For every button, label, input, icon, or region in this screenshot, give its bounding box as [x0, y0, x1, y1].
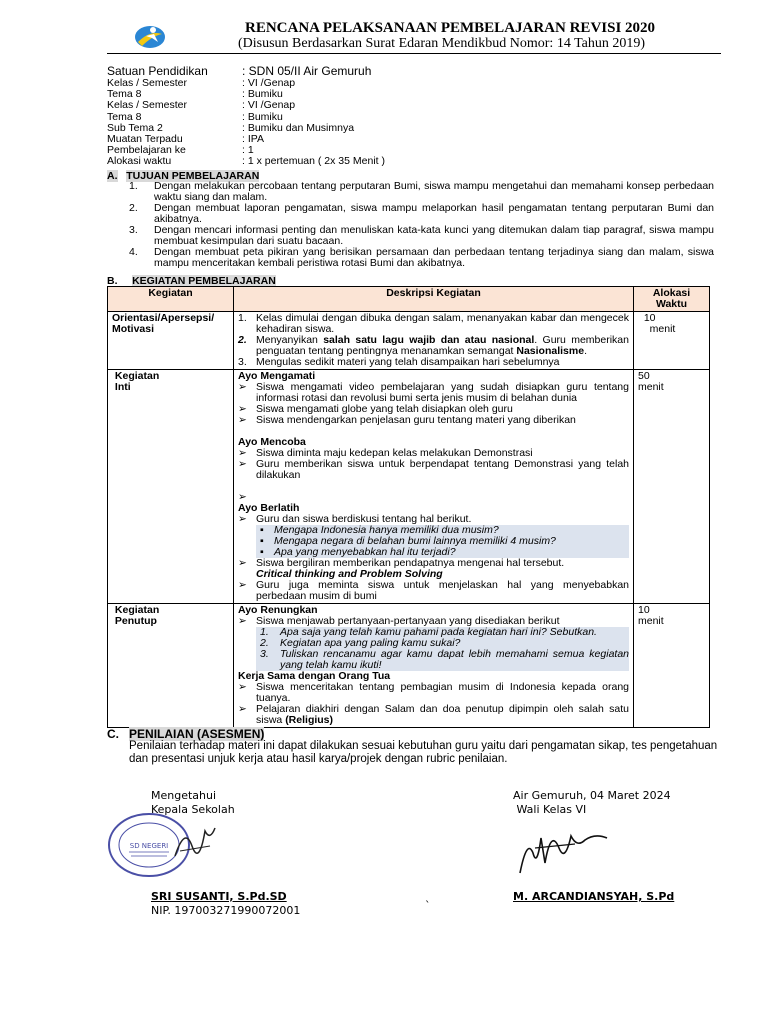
activity-name	[108, 370, 234, 604]
tut-wuri-logo-icon	[132, 22, 168, 50]
teacher-signature-icon	[515, 818, 615, 881]
section-b-title: KEGIATAN PEMBELAJARAN	[132, 275, 276, 287]
list-item	[238, 558, 629, 580]
square-bullet-icon: ▪	[260, 535, 264, 547]
identity-key: Tema 8	[107, 110, 142, 123]
arrow-bullet-icon: ➢	[238, 615, 247, 627]
time-unit: menit	[638, 615, 664, 627]
arrow-bullet-icon: ➢	[238, 703, 247, 715]
list-item	[238, 459, 629, 481]
activity-name-line: Penutup	[114, 615, 157, 627]
sign-left-line2: Kepala Sekolah	[151, 803, 235, 816]
objective-text: Dengan mencari informasi penting dan menuliskan kata-kata kunci yang ditemukan dalam tiap paragraf, siswa mampu membuat kesimpulan dari suatu bacaan.	[154, 224, 714, 247]
objective-text: Dengan membuat laporan pengamatan, siswa mampu melaporkan hasil pengamatan tentang perputaran Bumi dan akibatnya.	[154, 202, 714, 225]
arrow-bullet-icon: ➢	[238, 557, 247, 569]
objective-item	[107, 203, 714, 225]
activity-name-line: Inti	[114, 381, 131, 393]
list-item	[238, 704, 629, 726]
col-header-deskripsi: Deskripsi Kegiatan	[234, 287, 634, 312]
square-bullet-icon: ▪	[260, 546, 264, 558]
reflection-number: 3.	[260, 648, 269, 660]
item-text: Mengulas sedikit materi yang telah disampaikan hari sebelumnya	[256, 356, 560, 368]
principal-nip: NIP. 197003271990072001	[151, 904, 301, 917]
item-text: Siswa mengamati video pembelajaran yang sudah disiapkan guru tentang informasi rotasi dan revolusi bumi serta jenis musim di belahan dunia	[256, 381, 629, 404]
list-item	[238, 357, 629, 368]
text-span: . Guru memberikan penguatan tentang pentingnya menanamkan semangat	[256, 334, 629, 357]
list-item	[238, 580, 629, 602]
item-text: Siswa mendengarkan penjelasan guru tentang materi yang diberikan	[256, 414, 576, 426]
reflection-number: 2.	[260, 637, 269, 649]
subheading-kerjasama: Kerja Sama dengan Orang Tua	[238, 670, 391, 682]
question-text: Apa yang menyebabkan hal itu terjadi?	[274, 546, 456, 558]
document-subtitle: (Disusun Berdasarkan Surat Edaran Mendikbud Nomor: 14 Tahun 2019)	[238, 36, 646, 51]
objective-number: 2.	[129, 202, 138, 214]
subheading-berlatih: Ayo Berlatih	[238, 502, 300, 514]
identity-value: : VI /Genap	[242, 77, 296, 89]
identity-key: Kelas / Semester	[107, 77, 187, 89]
arrow-bullet-icon: ➢	[238, 447, 247, 459]
stray-tick-mark: `	[425, 899, 431, 912]
list-item	[238, 335, 629, 357]
time-unit: menit	[649, 323, 676, 335]
identity-value: : Bumiku	[242, 110, 283, 123]
objective-number: 3.	[129, 224, 138, 236]
identity-key: Kelas / Semester	[107, 99, 187, 112]
table-row	[108, 370, 710, 604]
text-span: .	[584, 345, 587, 357]
identity-value: : 1 x pertemuan ( 2x 35 Menit )	[242, 155, 385, 168]
item-text: Siswa menceritakan tentang pembagian musim di Indonesia kepada orang tuanya.	[256, 681, 629, 704]
section-a-title: TUJUAN PEMBELAJARAN	[126, 170, 260, 182]
identity-value: : Bumiku	[242, 88, 283, 101]
identity-key: Muatan Terpadu	[107, 133, 183, 146]
text-span: Menyanyikan	[256, 334, 324, 346]
objectives-list	[107, 181, 714, 269]
text-span: Pelajaran diakhiri dengan Salam dan doa penutup dipimpin oleh salah satu siswa	[256, 703, 629, 726]
identity-key: Alokasi waktu	[107, 155, 172, 168]
item-text	[256, 558, 629, 580]
list-item	[238, 682, 629, 704]
reflection-text: Apa saja yang telah kamu pahami pada kegiatan hari ini? Sebutkan.	[280, 626, 597, 638]
identity-value: : Bumiku dan Musimnya	[242, 121, 355, 134]
subheading-mengamati: Ayo Mengamati	[238, 370, 316, 382]
item-text: Kelas dimulai dengan dibuka dengan salam, menanyakan kabar dan mengecek kehadiran siswa.	[256, 312, 629, 335]
item-number: 1.	[238, 312, 247, 324]
arrow-bullet-icon: ➢	[238, 513, 247, 525]
identity-row	[107, 156, 385, 167]
section-b-label: B.	[107, 275, 118, 287]
subheading-mencoba: Ayo Mencoba	[238, 436, 306, 448]
col-header-kegiatan: Kegiatan	[108, 287, 234, 312]
text-span-bold: (Religius)	[285, 714, 334, 726]
square-bullet-icon: ▪	[260, 524, 264, 536]
text-span-bold-italic: Critical thinking and Problem Solving	[256, 568, 443, 580]
objective-text: Dengan melakukan percobaan tentang perputaran Bumi, siswa mampu mengetahui dan memahami konsep perbedaan waktu siang dan malam.	[154, 180, 714, 203]
item-text: Siswa diminta maju kedepan kelas melakukan Demonstrasi	[256, 447, 533, 459]
activity-description	[234, 370, 634, 604]
activity-description	[234, 604, 634, 728]
identity-key: Tema 8	[107, 88, 142, 101]
arrow-bullet-icon: ➢	[238, 681, 247, 693]
sign-left-line1: Mengetahui	[151, 789, 217, 802]
reflection-text: Kegiatan apa yang paling kamu sukai?	[280, 637, 461, 649]
identity-key: Pembelajaran ke	[107, 144, 186, 157]
identity-key: Sub Tema 2	[107, 121, 163, 134]
sign-right-line2: Wali Kelas VI	[513, 803, 587, 816]
item-text: Siswa menjawab pertanyaan-pertanyaan yang disediakan berikut	[256, 615, 560, 627]
reflection-number: 1.	[260, 626, 269, 638]
item-text: Guru juga meminta siswa untuk menjelaskan hal yang menyebabkan perbedaan musim di bumi	[256, 579, 629, 602]
activity-name: Orientasi/Apersepsi/ Motivasi	[108, 312, 234, 370]
arrow-bullet-icon: ➢	[238, 458, 247, 470]
arrow-bullet-icon: ➢	[238, 579, 247, 591]
objective-number: 4.	[129, 246, 138, 258]
section-c-label: C.	[107, 727, 119, 741]
table-row	[108, 312, 710, 370]
assessment-text: Penilaian terhadap materi ini dapat dilakukan sesuai kebutuhan guru yaitu dari pengamatan sikap, tes pengetahuan dan presentasi unjuk kerja atau hasil karya/projek dengan rubric penilaian.	[129, 740, 718, 765]
principal-name: SRI SUSANTI, S.Pd.SD	[151, 890, 287, 903]
section-c-title: PENILAIAN (ASESMEN)	[129, 727, 265, 741]
arrow-bullet-icon: ➢	[238, 491, 247, 503]
activity-name	[108, 604, 234, 728]
activity-name-line: Kegiatan	[114, 370, 160, 382]
identity-value: : SDN 05/II Air Gemuruh	[242, 64, 372, 78]
activity-name-line: Kegiatan	[114, 604, 160, 616]
item-text: Guru dan siswa berdiskusi tentang hal berikut.	[256, 513, 472, 525]
teacher-name: M. ARCANDIANSYAH, S.Pd	[513, 890, 675, 903]
question-text: Mengapa negara di belahan bumi lainnya memiliki 4 musim?	[274, 535, 556, 547]
activity-time	[634, 370, 710, 604]
identity-key: Satuan Pendidikan	[107, 64, 208, 78]
list-item	[238, 313, 629, 335]
question-box	[256, 525, 629, 558]
identity-value: : IPA	[242, 133, 264, 146]
sign-right-line1: Air Gemuruh, 04 Maret 2024	[513, 789, 671, 802]
list-item	[238, 382, 629, 404]
item-text: Siswa mengamati globe yang telah disiapkan oleh guru	[256, 403, 513, 415]
section-a-label: A.	[107, 170, 118, 182]
reflection-box	[256, 627, 629, 671]
time-value: 10	[638, 604, 650, 616]
reflection-item	[256, 649, 629, 671]
identity-value: : 1	[242, 144, 254, 157]
objective-item	[107, 181, 714, 203]
objective-text: Dengan membuat peta pikiran yang berisikan persamaan dan perbedaan tentang terjadinya siang dan malam, siswa mampu menceritakan kembali peristiwa rotasi Bumi dan akibatnya.	[154, 246, 714, 269]
time-unit: menit	[638, 381, 664, 393]
time-value: 10	[643, 312, 656, 324]
question-text: Mengapa Indonesia hanya memiliki dua musim?	[274, 524, 499, 536]
activities-table	[107, 286, 710, 728]
text-span-bold: salah satu lagu wajib dan atau nasional	[323, 334, 535, 346]
activity-description	[234, 312, 634, 370]
objective-item	[107, 225, 714, 247]
arrow-bullet-icon: ➢	[238, 414, 247, 426]
subheading-renungkan: Ayo Renungkan	[238, 604, 318, 616]
text-span-bold: Nasionalisme	[516, 345, 585, 357]
identity-block	[107, 65, 385, 168]
table-header-row	[108, 287, 710, 312]
time-value: 50	[638, 370, 650, 382]
item-number: 3.	[238, 356, 247, 368]
objective-item	[107, 247, 714, 269]
item-text: Guru memberikan siswa untuk berpendapat tentang Demonstrasi yang telah dilakukan	[256, 458, 629, 481]
arrow-bullet-icon: ➢	[238, 381, 247, 393]
section-c-heading	[107, 727, 264, 741]
identity-row	[107, 100, 385, 111]
stamp-text: SD NEGERI	[129, 842, 169, 850]
col-header-alokasi: Alokasi Waktu	[634, 287, 710, 312]
activity-time	[634, 312, 710, 370]
spacer	[238, 481, 629, 492]
arrow-bullet-icon: ➢	[238, 403, 247, 415]
activity-time	[634, 604, 710, 728]
header-divider	[107, 53, 721, 54]
item-text	[256, 704, 629, 726]
table-row	[108, 604, 710, 728]
objective-number: 1.	[129, 180, 138, 192]
text-span: Siswa bergiliran memberikan pendapatnya mengenai hal tersebut.	[256, 557, 565, 569]
list-item	[238, 415, 629, 426]
identity-value: : VI /Genap	[242, 99, 296, 112]
item-number: 2.	[238, 334, 247, 346]
reflection-text: Tuliskan rencanamu agar kamu dapat lebih memahami semua kegiatan yang telah kamu ikuti!	[280, 648, 629, 671]
document-title: RENCANA PELAKSANAAN PEMBELAJARAN REVISI 2020	[245, 20, 656, 36]
item-text	[256, 335, 629, 357]
principal-signature-icon	[170, 816, 220, 869]
